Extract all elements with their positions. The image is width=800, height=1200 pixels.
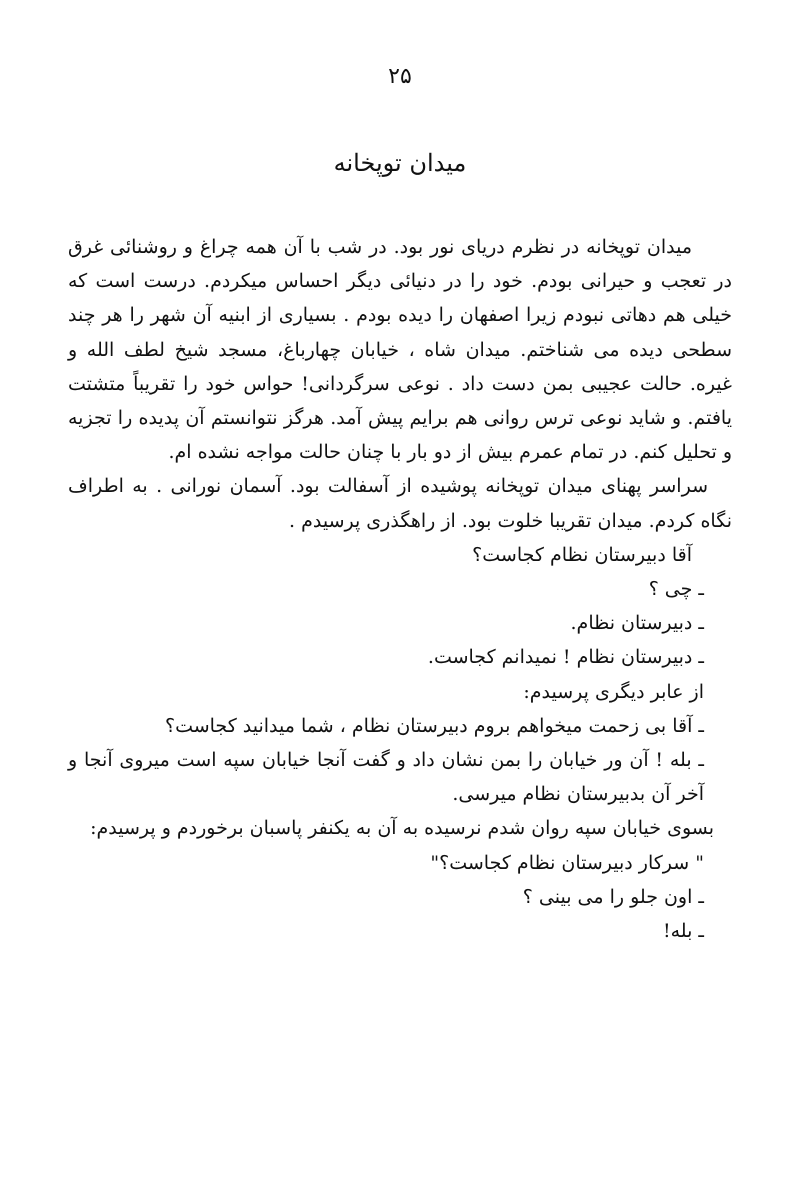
- dialogue-line-5: از عابر دیگری پرسیدم:: [523, 680, 704, 703]
- dialogue-line-6: ـ آقا بی زحمت میخواهم بروم دبیرستان نظام ، شما میدانید کجاست؟: [164, 714, 704, 737]
- page-number: ۲۵: [388, 64, 412, 89]
- dialogue2-line-1: " سرکار دبیرستان نظام کجاست؟": [430, 851, 704, 874]
- paragraph-1: میدان توپخانه در نظرم دریای نور بود. در شب با آن همه چراغ و روشنائی غرق در تعجب و حیرانی بودم. خود را در دنیائی دیگر احساس میکردم. درست است که خیلی هم دهاتی نبودم زیرا اصفهان را دیده بودم . بسیاری از ابنیه آن شهر را هر چند سطحی دیده می شناختم. میدان شاه ، خیابان چهارباغ، مسجد شیخ لطف الله و غیره. حالت عجیبی بمن دست داد . نوعی سرگردانی! حواس خود را تقریباً متشتت یافتم. و شاید نوعی ترس روانی هم برایم پیش آمد. هرگز نتوانستم آن پدیده را تجزیه و تحلیل کنم. در تمام عمرم بیش از دو بار با چنان حالت مواجه نشده ام.: [68, 236, 732, 464]
- paragraph-4: ـ بله ! آن ور خیابان را بمن نشان داد و گفت آنجا خیابان سپه است میروی آنجا و آخر آن بدبیرستان نظام میرسی.: [68, 749, 704, 806]
- dialogue-line-3: ـ دبیرستان نظام.: [570, 612, 704, 635]
- dialogue2-line-3: ـ بله!: [662, 920, 704, 943]
- dialogue-line-2: ـ چی ؟: [648, 578, 704, 601]
- paragraph-2: سراسر پهنای میدان توپخانه پوشیده از آسفالت بود. آسمان نورانی . به اطراف نگاه کردم. میدان تقریبا خلوت بود. از راهگذری پرسیدم .: [68, 475, 732, 532]
- paragraph-5: بسوی خیابان سپه روان شدم نرسیده به آن به یکنفر پاسبان برخوردم و پرسیدم:: [90, 817, 714, 840]
- chapter-title: میدان توپخانه: [333, 149, 467, 177]
- body-text: [68, 230, 732, 948]
- dialogue-line-4: ـ دبیرستان نظام ! نمیدانم کجاست.: [427, 646, 704, 669]
- dialogue-line-1: آقا دبیرستان نظام کجاست؟: [472, 543, 692, 566]
- dialogue2-line-2: ـ اون جلو را می بینی ؟: [522, 885, 704, 908]
